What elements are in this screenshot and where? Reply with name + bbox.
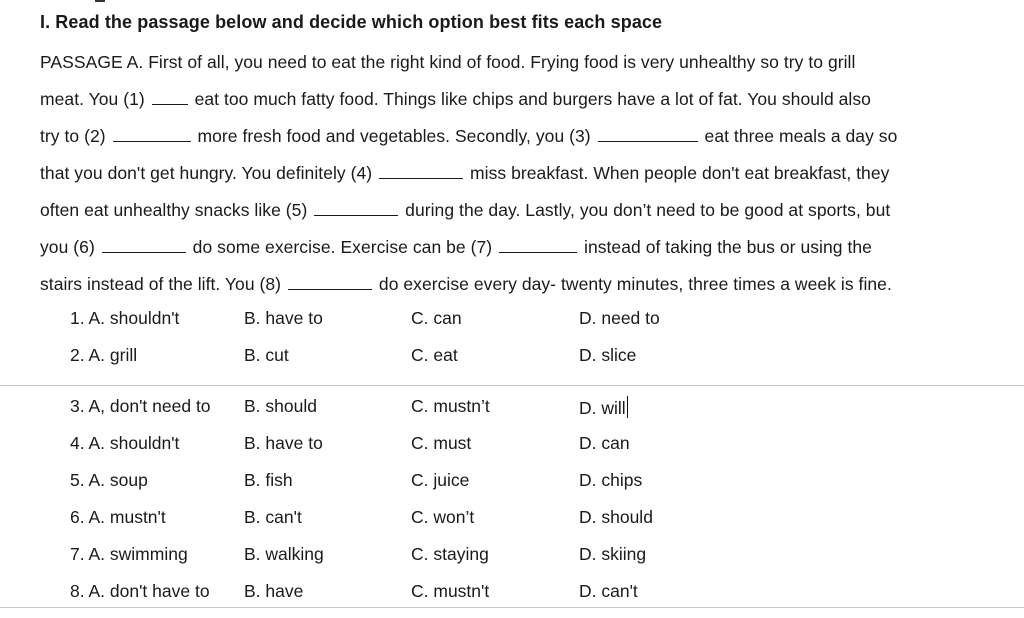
option-row-4 bbox=[0, 433, 1024, 470]
option-3-c[interactable]: C. mustn’t bbox=[411, 396, 490, 416]
option-row-8 bbox=[0, 581, 1024, 618]
option-8-d[interactable]: D. can't bbox=[579, 581, 638, 601]
option-row-1 bbox=[0, 308, 1024, 345]
blank-5[interactable] bbox=[314, 199, 398, 216]
option-3-d-wrap bbox=[579, 396, 628, 419]
passage-line-5: often eat unhealthy snacks like (5) during the day. Lastly, you don’t need to be good at sports, but bbox=[40, 200, 891, 220]
option-6-d[interactable]: D. should bbox=[579, 507, 653, 527]
option-1-d[interactable]: D. need to bbox=[579, 308, 660, 328]
text-cursor bbox=[627, 396, 628, 418]
option-2-d[interactable]: D. slice bbox=[579, 345, 637, 365]
blank-7[interactable] bbox=[499, 236, 577, 253]
option-4-d[interactable]: D. can bbox=[579, 433, 630, 453]
option-1-c[interactable]: C. can bbox=[411, 308, 462, 328]
passage-line-3: try to (2) more fresh food and vegetables. Secondly, you (3) eat three meals a day so bbox=[40, 126, 898, 146]
option-row-7 bbox=[0, 544, 1024, 581]
option-6-b[interactable]: B. can't bbox=[244, 507, 302, 527]
bottom-rule bbox=[0, 607, 1024, 608]
passage-line-4: that you don't get hungry. You definitely (4) miss breakfast. When people don't eat breakfast, they bbox=[40, 163, 890, 183]
option-8-b[interactable]: B. have bbox=[244, 581, 304, 601]
option-8-c[interactable]: C. mustn't bbox=[411, 581, 490, 601]
option-4-a[interactable]: 4. A. shouldn't bbox=[70, 433, 180, 453]
passage-line-7: stairs instead of the lift. You (8) do exercise every day- twenty minutes, three times a week is fine. bbox=[40, 274, 892, 294]
blank-6[interactable] bbox=[102, 236, 186, 253]
blank-1[interactable] bbox=[152, 88, 188, 105]
option-5-c[interactable]: C. juice bbox=[411, 470, 470, 490]
option-3-b[interactable]: B. should bbox=[244, 396, 317, 416]
option-7-d[interactable]: D. skiing bbox=[579, 544, 647, 564]
option-2-c[interactable]: C. eat bbox=[411, 345, 458, 365]
blank-4[interactable] bbox=[379, 162, 463, 179]
option-7-b[interactable]: B. walking bbox=[244, 544, 324, 564]
option-3-d[interactable]: D. will bbox=[579, 398, 626, 418]
passage-line-2: meat. You (1) eat too much fatty food. Things like chips and burgers have a lot of fat. You should also bbox=[40, 89, 871, 109]
option-4-b[interactable]: B. have to bbox=[244, 433, 323, 453]
blank-3[interactable] bbox=[598, 125, 698, 142]
option-1-a[interactable]: 1. A. shouldn't bbox=[70, 308, 180, 328]
option-7-a[interactable]: 7. A. swimming bbox=[70, 544, 188, 564]
option-7-c[interactable]: C. staying bbox=[411, 544, 489, 564]
option-row-5 bbox=[0, 470, 1024, 507]
blank-2[interactable] bbox=[113, 125, 191, 142]
option-row-3 bbox=[0, 396, 1024, 433]
option-3-a[interactable]: 3. A, don't need to bbox=[70, 396, 211, 416]
option-8-a[interactable]: 8. A. don't have to bbox=[70, 581, 210, 601]
option-5-b[interactable]: B. fish bbox=[244, 470, 293, 490]
option-row-6 bbox=[0, 507, 1024, 544]
blank-8[interactable] bbox=[288, 273, 372, 290]
top-rule bbox=[95, 0, 105, 2]
section-divider bbox=[0, 385, 1024, 386]
passage-line-1: PASSAGE A. First of all, you need to eat the right kind of food. Frying food is very unhealthy so try to grill bbox=[40, 52, 856, 72]
option-5-a[interactable]: 5. A. soup bbox=[70, 470, 148, 490]
option-2-b[interactable]: B. cut bbox=[244, 345, 289, 365]
option-5-d[interactable]: D. chips bbox=[579, 470, 643, 490]
option-6-c[interactable]: C. won’t bbox=[411, 507, 475, 527]
option-4-c[interactable]: C. must bbox=[411, 433, 472, 453]
passage-text bbox=[40, 44, 1015, 303]
option-2-a[interactable]: 2. A. grill bbox=[70, 345, 138, 365]
option-6-a[interactable]: 6. A. mustn't bbox=[70, 507, 166, 527]
exercise-heading: I. Read the passage below and decide which option best fits each space bbox=[40, 12, 663, 32]
passage-line-6: you (6) do some exercise. Exercise can be (7) instead of taking the bus or using the bbox=[40, 237, 872, 257]
option-row-2 bbox=[0, 345, 1024, 382]
option-1-b[interactable]: B. have to bbox=[244, 308, 323, 328]
